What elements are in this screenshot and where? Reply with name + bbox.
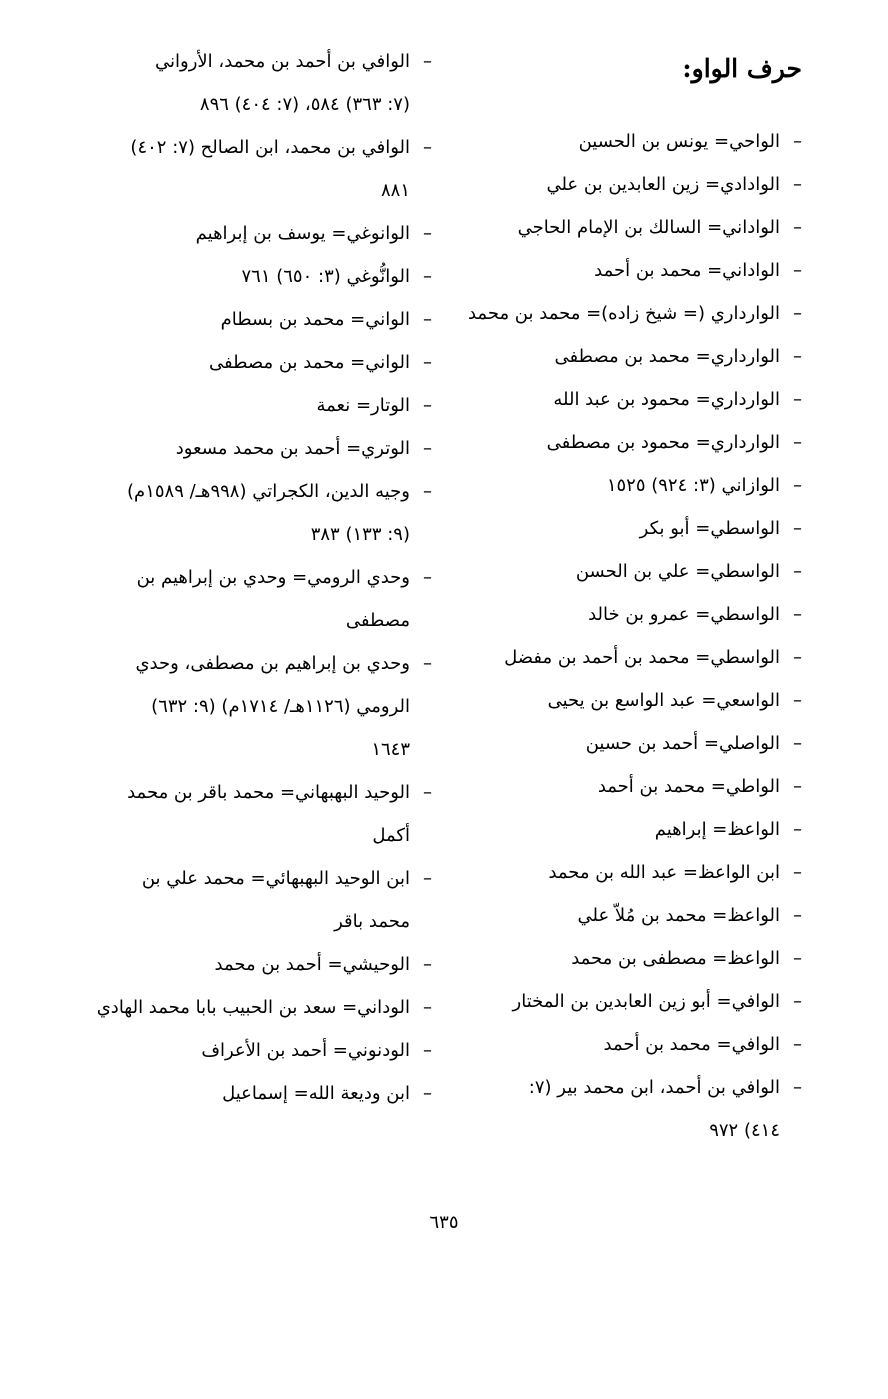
index-entry: –الوحيشي= أحمد بن محمد xyxy=(214,954,432,975)
page-number: ٦٣٥ xyxy=(429,1212,459,1233)
index-entry: –الواسعي= عبد الواسع بن يحيى xyxy=(547,690,802,711)
index-entry: –الودنوني= أحمد بن الأعراف xyxy=(201,1040,432,1061)
index-entry: –الوحيد البهبهاني= محمد باقر بن محمد xyxy=(127,782,432,803)
index-entry: –ابن وديعة الله= إسماعيل xyxy=(222,1083,432,1104)
index-entry-continuation: أكمل xyxy=(372,825,410,846)
index-entry: –الواني= محمد بن بسطام xyxy=(220,309,432,330)
index-entry-continuation: مصطفى xyxy=(345,610,410,631)
index-entry: –الوانوغي= يوسف بن إبراهيم xyxy=(195,223,432,244)
index-entry: –الوارداري= محمود بن عبد الله xyxy=(553,389,802,410)
index-entry-continuation: ١٦٤٣ xyxy=(371,739,410,760)
index-entry-continuation: (٧: ٣٦٣) ٥٨٤، (٧: ٤٠٤) ٨٩٦ xyxy=(199,94,410,115)
index-entry: –الواحي= يونس بن الحسين xyxy=(578,131,802,152)
index-entry: –وحدي الرومي= وحدي بن إبراهيم بن xyxy=(136,567,432,588)
index-entry: –الوافي= أبو زين العابدين بن المختار xyxy=(512,991,802,1012)
index-entry: –الوارداري (= شيخ زاده)= محمد بن محمد xyxy=(467,303,802,324)
index-entry: –الوارداري= محمد بن مصطفى xyxy=(554,346,802,367)
index-entry: –الوادادي= زين العابدين بن علي xyxy=(546,174,802,195)
index-entry: –الوتري= أحمد بن محمد مسعود xyxy=(175,438,432,459)
index-entry: –الوازاني (٣: ٩٢٤) ١٥٢٥ xyxy=(606,475,802,496)
index-entry: –الواداني= السالك بن الإمام الحاجي xyxy=(517,217,802,238)
index-entry: –ابن الوحيد البهبهائي= محمد علي بن xyxy=(141,868,432,889)
index-entry: –الواصلي= أحمد بن حسين xyxy=(585,733,802,754)
index-entry: –الواعظ= محمد بن مُلاّ علي xyxy=(577,905,802,926)
index-entry: –الواطي= محمد بن أحمد xyxy=(597,776,802,797)
index-entry: –وحدي بن إبراهيم بن مصطفى، وحدي xyxy=(135,653,432,674)
index-entry: –الوافي= محمد بن أحمد xyxy=(603,1034,802,1055)
index-entry: –الوافي بن أحمد بن محمد، الأرواني xyxy=(155,51,432,72)
index-entry: –الوافي بن أحمد، ابن محمد بير (٧: xyxy=(528,1077,802,1098)
index-entry-continuation: محمد باقر xyxy=(334,911,410,932)
index-entry: –الوداني= سعد بن الحبيب بابا محمد الهادي xyxy=(96,997,432,1018)
section-heading: حرف الواو: xyxy=(682,54,802,83)
index-entry: –الوانُّوغي (٣: ٦٥٠) ٧٦١ xyxy=(241,266,432,287)
index-entry-continuation: الرومي (١١٢٦هـ/ ١٧١٤م) (٩: ٦٣٢) xyxy=(151,696,410,717)
index-entry-continuation: ٨٨١ xyxy=(380,180,410,201)
index-entry: –الواعظ= إبراهيم xyxy=(654,819,802,840)
index-entry-continuation: (٩: ١٣٣) ٣٨٣ xyxy=(310,524,410,545)
index-entry: –وجيه الدين، الكجراتي (٩٩٨هـ/ ١٥٨٩م) xyxy=(127,481,432,502)
left-column xyxy=(82,40,432,1115)
index-entry: –الواني= محمد بن مصطفى xyxy=(209,352,432,373)
index-entry: –الواسطي= أبو بكر xyxy=(639,518,802,539)
index-entry: –الواعظ= مصطفى بن محمد xyxy=(571,948,802,969)
index-entry: –الواسطي= علي بن الحسن xyxy=(575,561,802,582)
index-entry: –الوارداري= محمود بن مصطفى xyxy=(546,432,802,453)
index-entry: –الوتار= نعمة xyxy=(316,395,432,416)
index-entry: –الواسطي= عمرو بن خالد xyxy=(588,604,802,625)
index-entry-continuation: ٤١٤) ٩٧٢ xyxy=(709,1120,780,1141)
index-entry: –الواداني= محمد بن أحمد xyxy=(594,260,802,281)
right-column xyxy=(462,40,802,1152)
index-entry: –ابن الواعظ= عبد الله بن محمد xyxy=(548,862,802,883)
index-entry: –الواسطي= محمد بن أحمد بن مفضل xyxy=(504,647,802,668)
index-entry: –الوافي بن محمد، ابن الصالح (٧: ٤٠٢) xyxy=(130,137,432,158)
